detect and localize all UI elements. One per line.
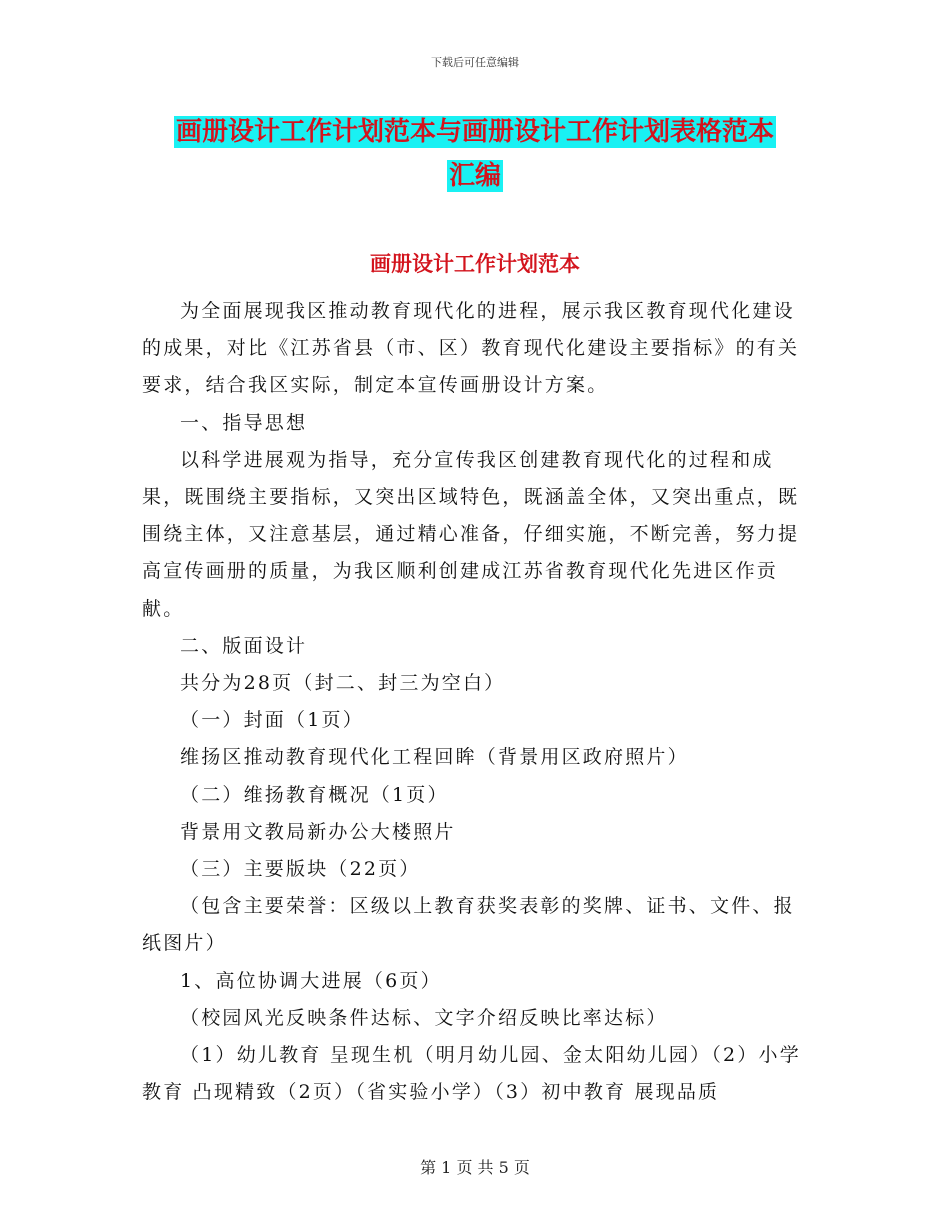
main-title-line-1: 画册设计工作计划范本与画册设计工作计划表格范本 [175,117,774,147]
paragraph-page-count: 共分为28页（封二、封三为空白） [180,672,506,695]
paragraph-cover-desc: 维扬区推动教育现代化工程回眸（背景用区政府照片） [180,746,689,769]
document-body [142,293,812,1111]
heading-layout-design: 二、版面设计 [180,634,308,657]
document-main-title [140,110,810,198]
paragraph-education-levels: （1）幼儿教育 呈现生机（明月幼儿园、金太阳幼儿园）（2）小学教育 凸现精致（2页）（省实验小学）（3）初中教育 展现品质 [142,1044,801,1104]
item-cover: （一）封面（1页） [180,709,364,732]
section-title: 画册设计工作计划范本 [370,252,580,276]
paragraph-campus-scenery: （校园风光反映条件达标、文字介绍反映比率达标） [180,1006,668,1029]
paragraph-overview-desc: 背景用文教局新办公大楼照片 [180,820,456,843]
item-main-sections: （三）主要版块（22页） [180,858,421,881]
paragraph-guiding-ideology: 以科学进展观为指导，充分宣传我区创建教育现代化的过程和成果，既围绕主要指标，又突出区域特色，既涵盖全体，又突出重点，既围绕主体，又注意基层，通过精心准备，仔细实施，不断完善，努力提高宣传画册的质量，为我区顺利创建成江苏省教育现代化先进区作贡献。 [142,448,800,620]
header-note: 下载后可任意编辑 [431,56,519,69]
main-title-line-2: 汇编 [448,161,501,191]
item-coordination: 1、高位协调大进展（6页） [180,969,442,992]
page-footer: 第 1 页 共 5 页 [420,1158,530,1177]
paragraph-intro: 为全面展现我区推动教育现代化的进程，展示我区教育现代化建设的成果，对比《江苏省县（市、区）教育现代化建设主要指标》的有关要求，结合我区实际，制定本宣传画册设计方案。 [142,300,800,397]
paragraph-honors: （包含主要荣誉：区级以上教育获奖表彰的奖牌、证书、文件、报纸图片） [142,895,795,955]
heading-guiding-ideology: 一、指导思想 [180,411,308,434]
item-overview: （二）维扬教育概况（1页） [180,783,449,806]
